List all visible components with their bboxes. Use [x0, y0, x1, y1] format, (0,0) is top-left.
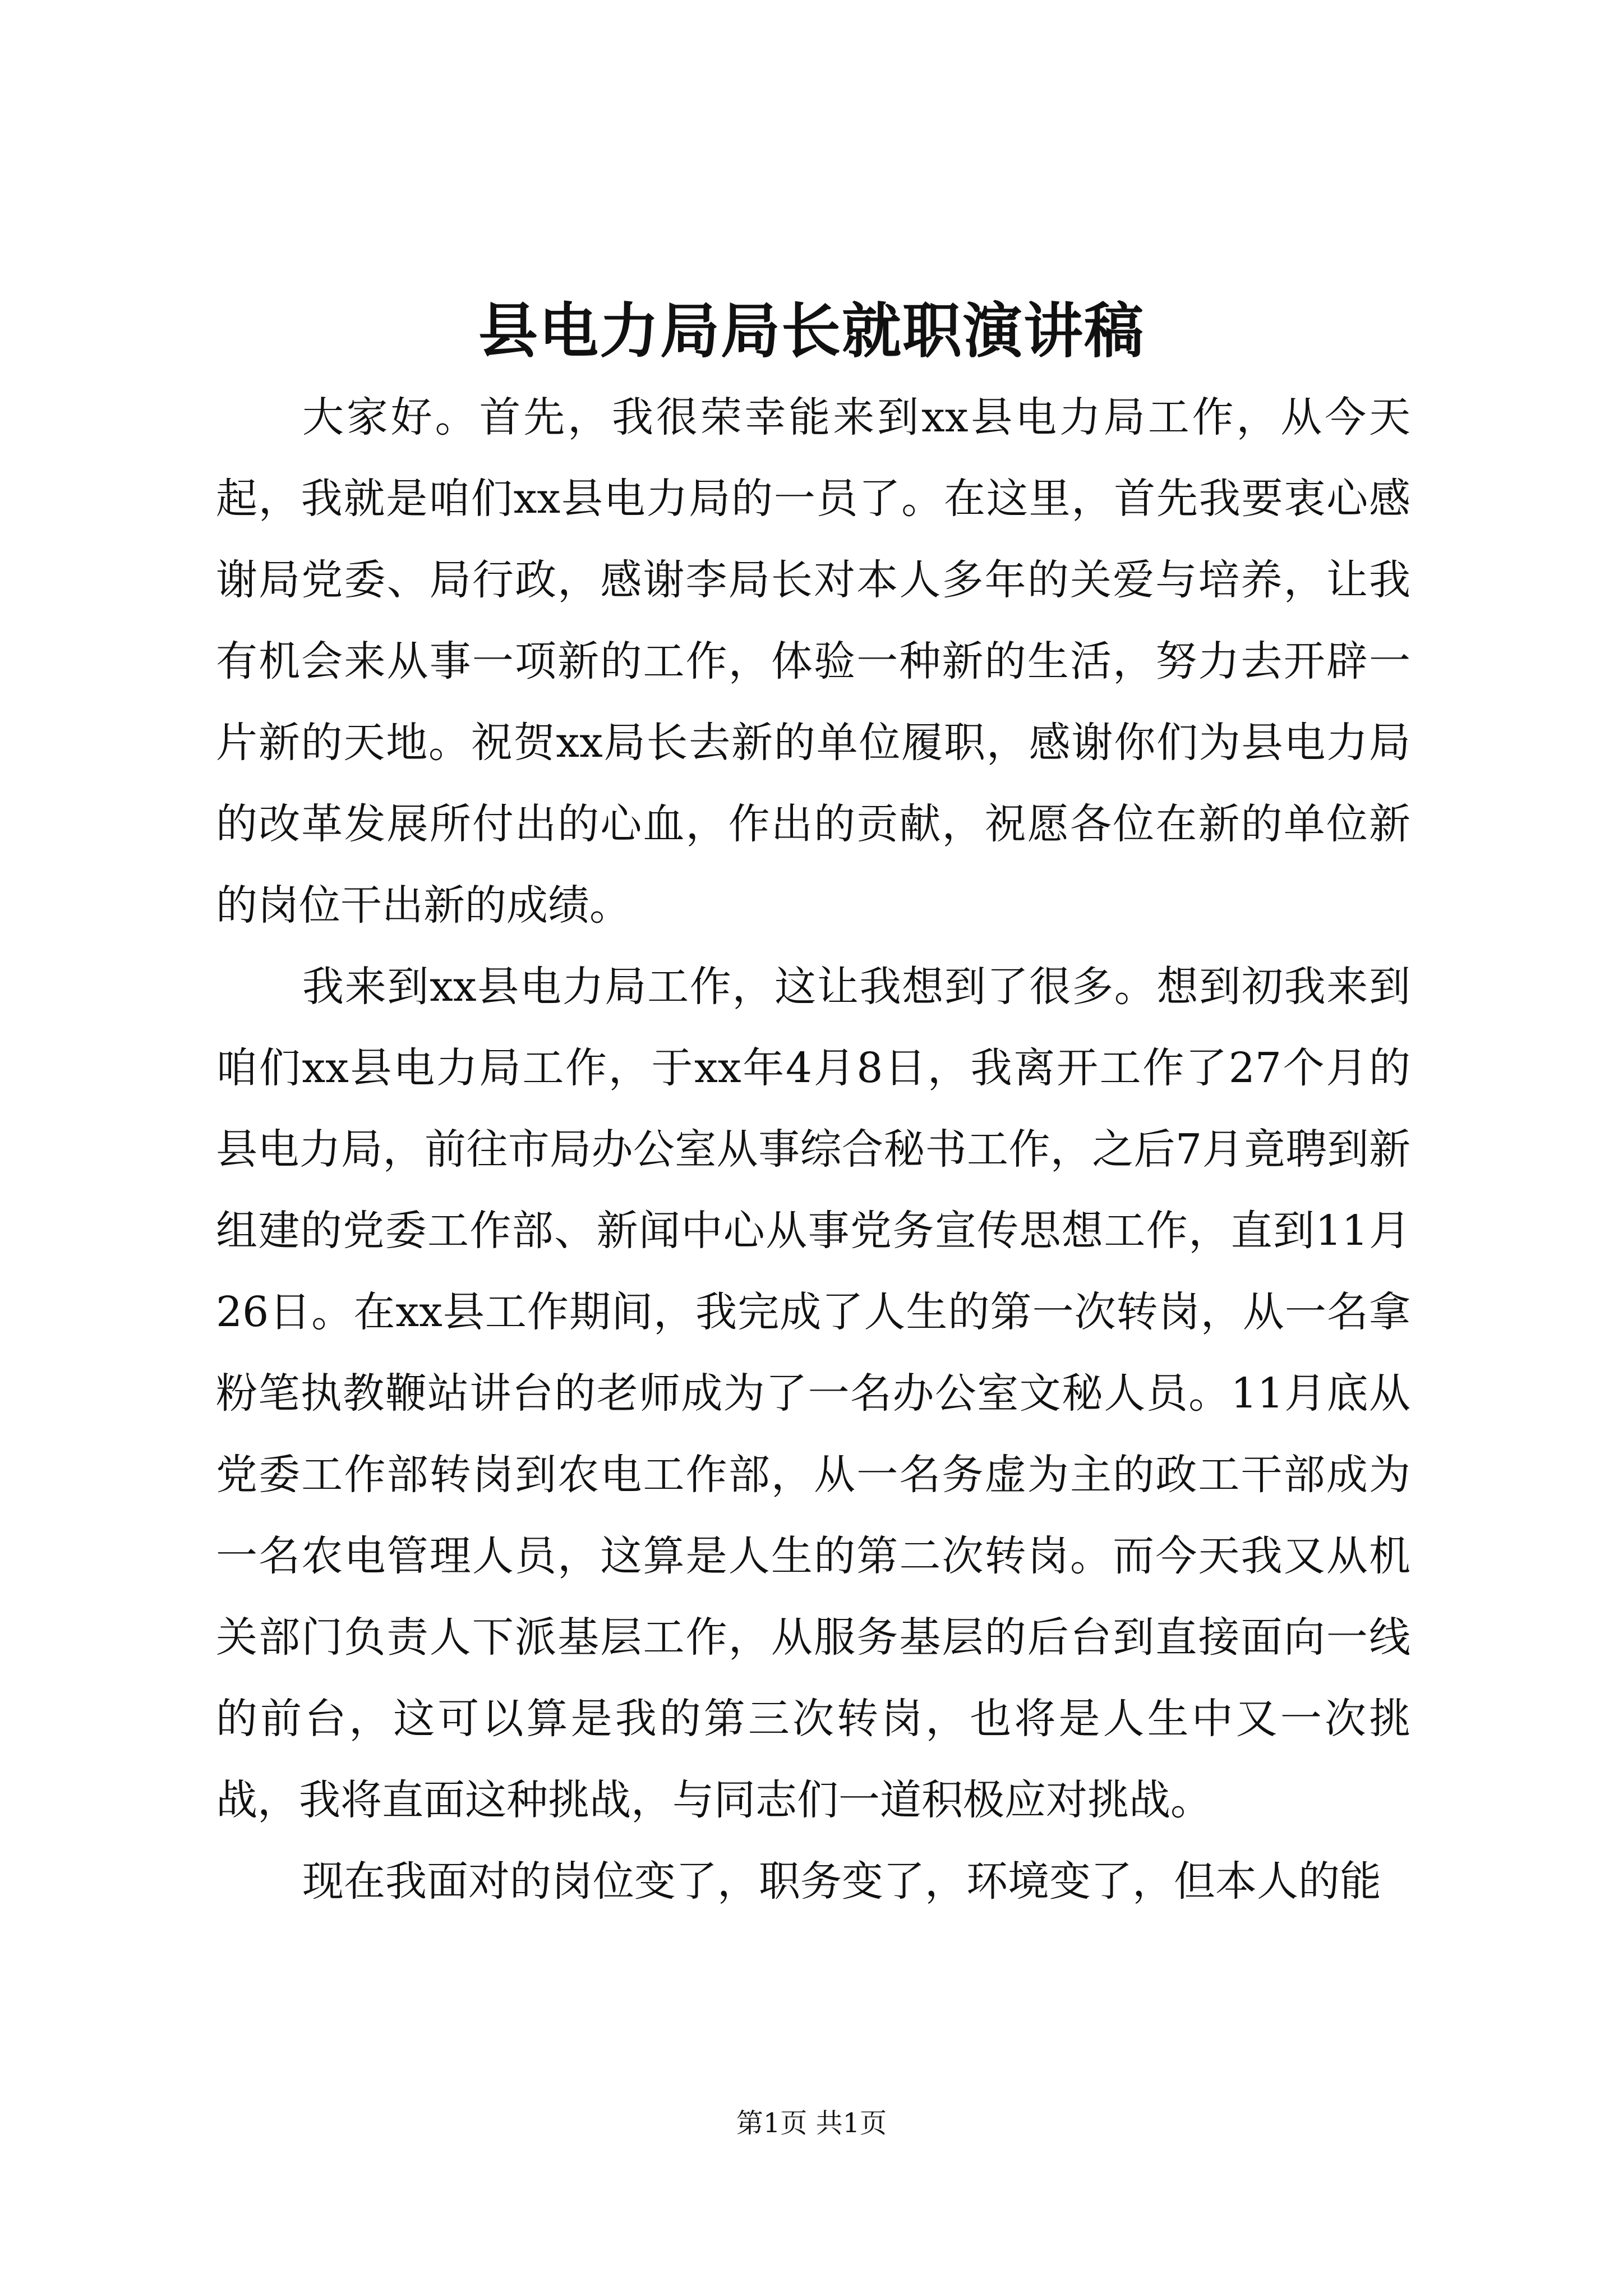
document-body [216, 377, 1410, 1922]
page-footer: 第1页 共1页 [736, 2108, 887, 2139]
paragraph-2: 我来到xx县电力局工作，这让我想到了很多。想到初我来到咱们xx县电力局工作，于xx年4月8日，我离开工作了27个月的县电力局，前往市局办公室从事综合秘书工作，之后7月竟聘到新组建的党委工作部、新闻中心从事党务宣传思想工作，直到11月26日。在xx县工作期间，我完成了人生的第一次转岗，从一名拿粉笔执教鞭站讲台的老师成为了一名办公室文秘人员。11月底从党委工作部转岗到农电工作部，从一名务虚为主的政工干部成为一名农电管理人员，这算是人生的第二次转岗。而今天我又从机关部门负责人下派基层工作，从服务基层的后台到直接面向一线的前台，这可以算是我的第三次转岗，也将是人生中又一次挑战，我将直面这种挑战，与同志们一道积极应对挑战。 [216, 963, 1410, 1824]
paragraph-1: 大家好。首先，我很荣幸能来到xx县电力局工作，从今天起，我就是咱们xx县电力局的一员了。在这里，首先我要衷心感谢局党委、局行政，感谢李局长对本人多年的关爱与培养，让我有机会来从事一项新的工作，体验一种新的生活，努力去开辟一片新的天地。祝贺xx局长去新的单位履职，感谢你们为县电力局的改革发展所付出的心血，作出的贡献，祝愿各位在新的单位新的岗位干出新的成绩。 [216, 393, 1410, 930]
document-title: 县电力局局长就职演讲稿 [478, 296, 1145, 366]
paragraph-3: 现在我面对的岗位变了，职务变了，环境变了，但本人的能 [302, 1857, 1381, 1906]
